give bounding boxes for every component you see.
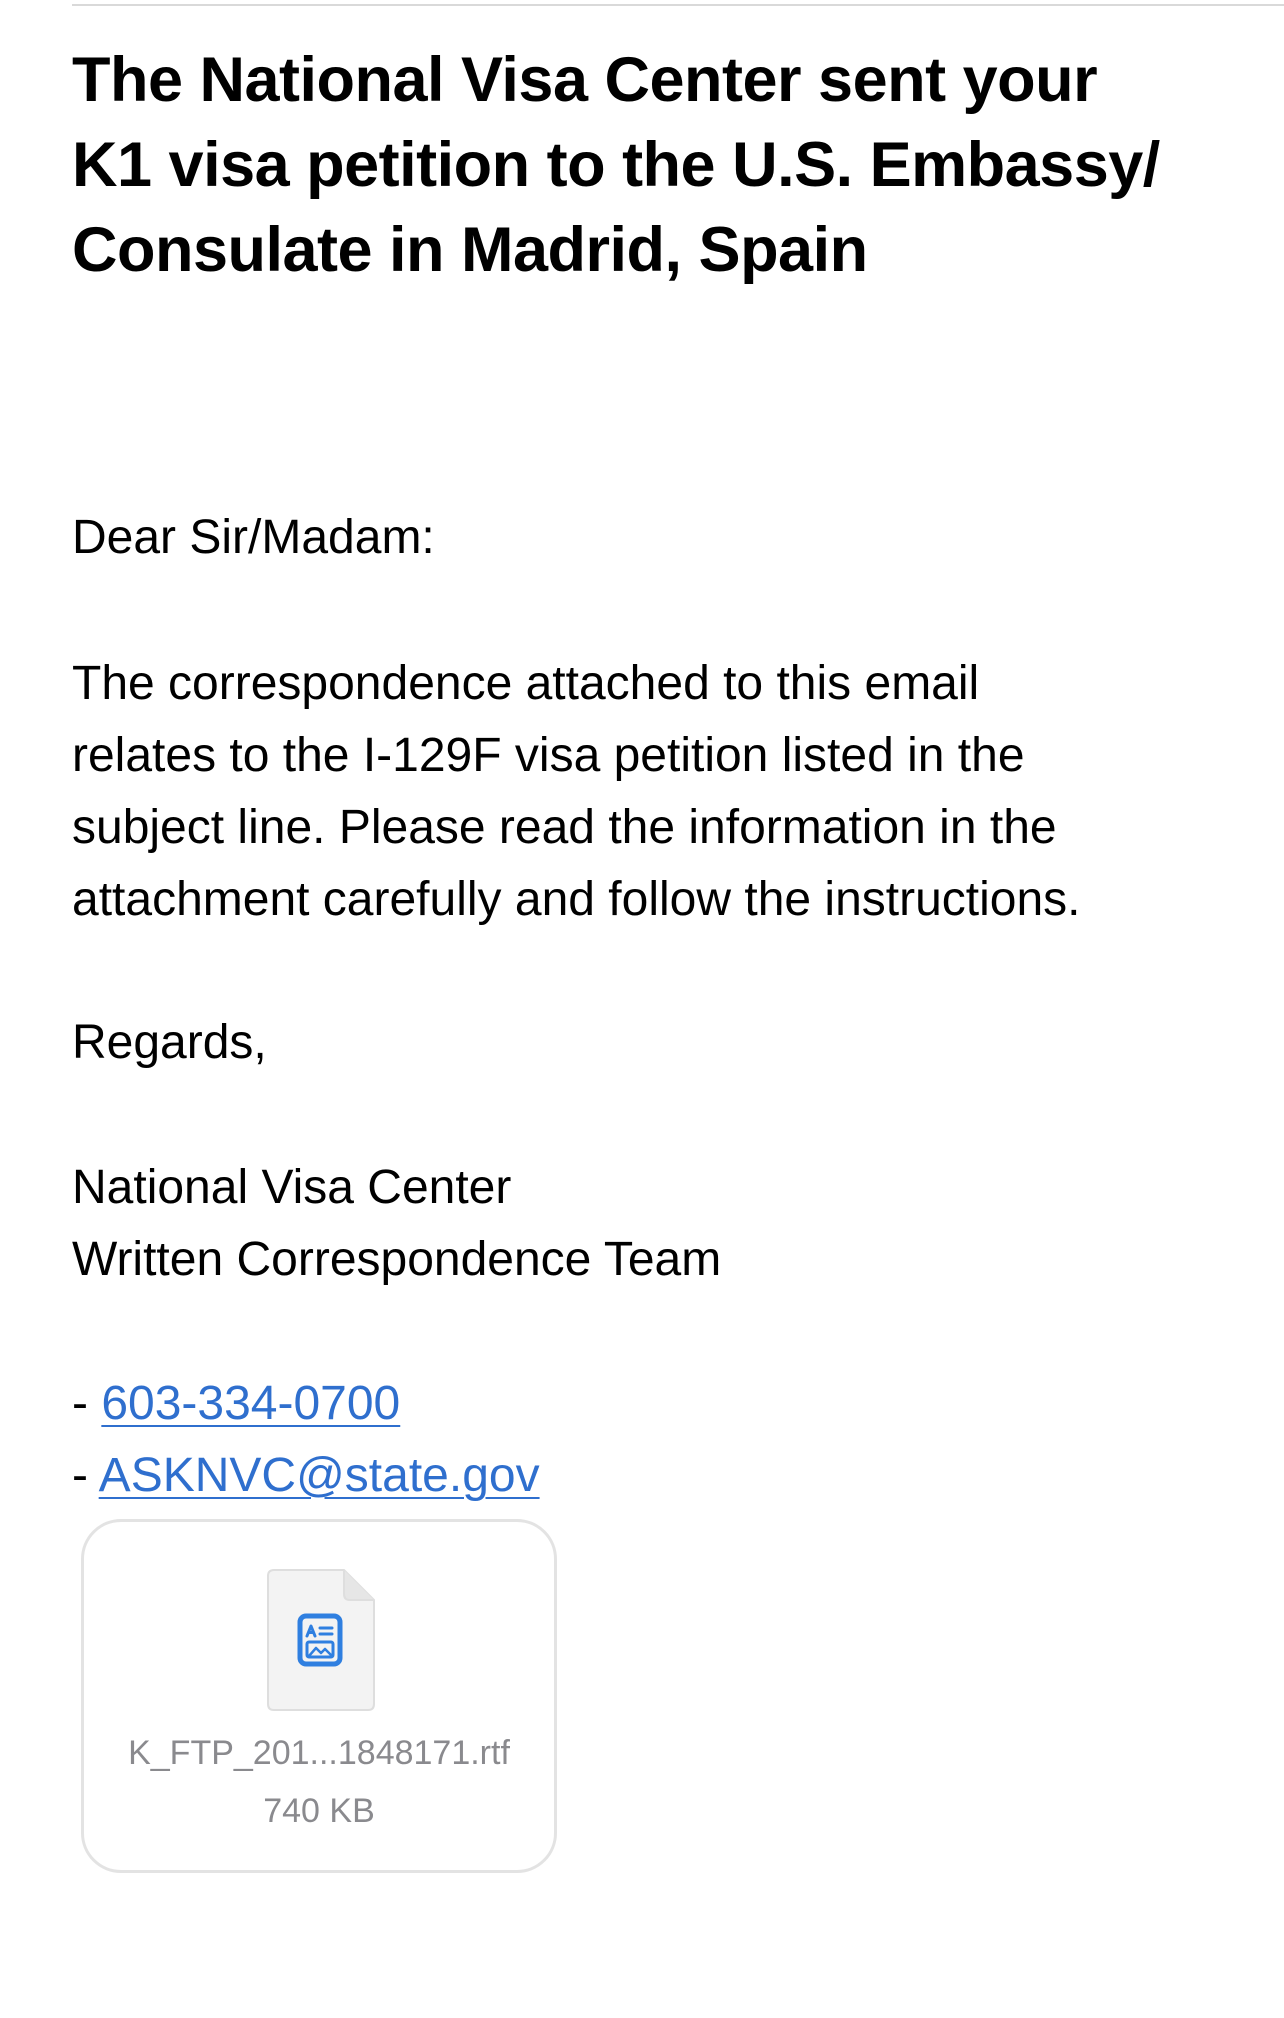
contact-email-row — [72, 1440, 1252, 1512]
email-subject — [72, 38, 1222, 293]
attachment-card[interactable] — [81, 1519, 557, 1873]
subject-line: Consulate in Madrid, Spain — [72, 215, 868, 285]
paragraph-line: subject line. Please read the information in the — [72, 801, 1057, 854]
document-icon — [266, 1568, 376, 1712]
closing: Regards, — [72, 1016, 267, 1069]
greeting: Dear Sir/Madam: — [72, 511, 435, 564]
list-dash: - — [72, 1449, 99, 1502]
phone-link[interactable]: 603-334-0700 — [101, 1377, 401, 1430]
subject-line: The National Visa Center sent your — [72, 45, 1098, 115]
subject-line: K1 visa petition to the U.S. Embassy/ — [72, 130, 1160, 200]
attachment-file-size: 740 KB — [263, 1792, 375, 1830]
top-divider — [72, 4, 1284, 6]
paragraph-line: The correspondence attached to this email — [72, 657, 980, 710]
signature-team: Written Correspondence Team — [72, 1233, 722, 1286]
signature — [72, 1152, 1252, 1296]
body-paragraph — [72, 648, 1252, 936]
email-link[interactable]: ASKNVC@state.gov — [98, 1449, 540, 1502]
paragraph-line: attachment carefully and follow the instructions. — [72, 873, 1081, 926]
paragraph-line: relates to the I-129F visa petition listed in the — [72, 729, 1025, 782]
list-dash: - — [72, 1377, 102, 1430]
contact-phone-row — [72, 1368, 1252, 1440]
contact-list — [72, 1368, 1252, 1512]
signature-org: National Visa Center — [72, 1161, 512, 1214]
attachment-file-name: K_FTP_201...1848171.rtf — [128, 1734, 510, 1772]
